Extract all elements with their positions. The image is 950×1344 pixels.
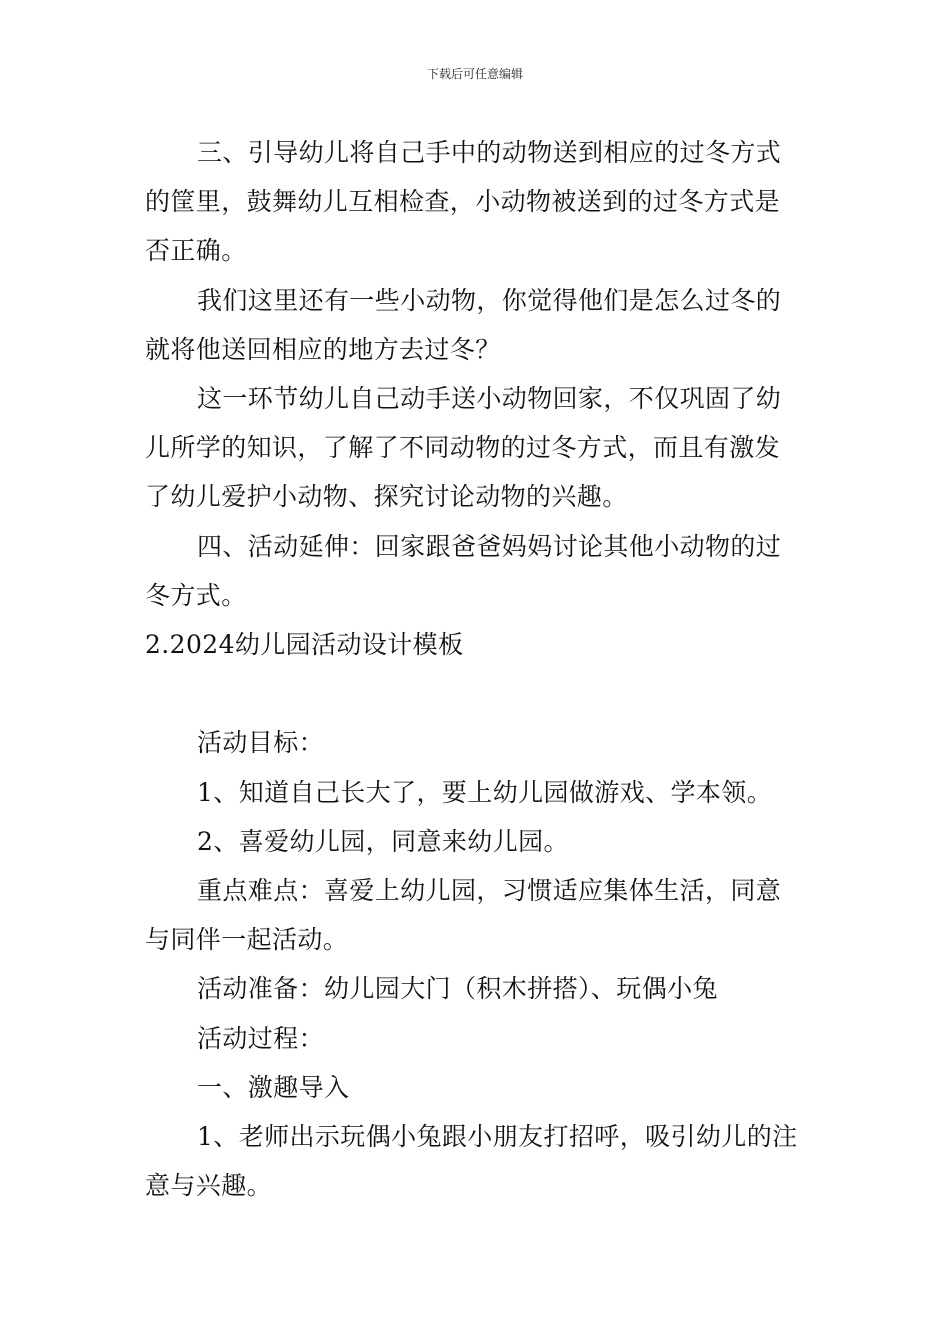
paragraph-line: 儿所学的知识，了解了不同动物的过冬方式，而且有激发 <box>145 433 781 463</box>
paragraph-line: 四、活动延伸：回家跟爸爸妈妈讨论其他小动物的过 <box>197 531 782 561</box>
paragraph-line: 这一环节幼儿自己动手送小动物回家，不仅巩固了幼 <box>197 384 782 414</box>
page-header: 下载后可任意编辑 <box>426 67 523 81</box>
paragraph-line: 1、老师出示玩偶小兔跟小朋友打招呼，吸引幼儿的注 <box>197 1122 798 1152</box>
paragraph-line: 2、喜爱幼儿园，同意来幼儿园。 <box>197 826 569 856</box>
paragraph-line: 了幼儿爱护小动物、探究讨论动物的兴趣。 <box>145 482 628 512</box>
paragraph-line: 我们这里还有一些小动物，你觉得他们是怎么过冬的 <box>197 285 782 315</box>
document-body <box>145 128 807 1210</box>
paragraph-line: 1、知道自己长大了，要上幼儿园做游戏、学本领。 <box>197 777 773 807</box>
paragraph-line: 一、激趣导入 <box>197 1072 350 1102</box>
paragraph-line: 的筐里，鼓舞幼儿互相检查，小动物被送到的过冬方式是 <box>145 187 781 217</box>
paragraph-line: 活动目标： <box>197 728 325 758</box>
paragraph-line: 就将他送回相应的地方去过冬？ <box>145 334 501 364</box>
paragraph-line: 重点难点：喜爱上幼儿园，习惯适应集体生活，同意 <box>197 876 782 906</box>
paragraph-line: 否正确。 <box>145 236 247 266</box>
paragraph-line: 活动过程： <box>197 1023 325 1053</box>
blank-line <box>145 669 807 718</box>
paragraph-line: 意与兴趣。 <box>145 1171 273 1201</box>
paragraph-line: 与同伴一起活动。 <box>145 925 349 955</box>
paragraph-line: 三、引导幼儿将自己手中的动物送到相应的过冬方式 <box>197 138 782 167</box>
paragraph-line: 活动准备：幼儿园大门（积木拼搭）、玩偶小兔 <box>197 974 718 1004</box>
section-heading: 2.2024幼儿园活动设计模板 <box>145 630 464 660</box>
paragraph-line: 冬方式。 <box>145 580 247 610</box>
